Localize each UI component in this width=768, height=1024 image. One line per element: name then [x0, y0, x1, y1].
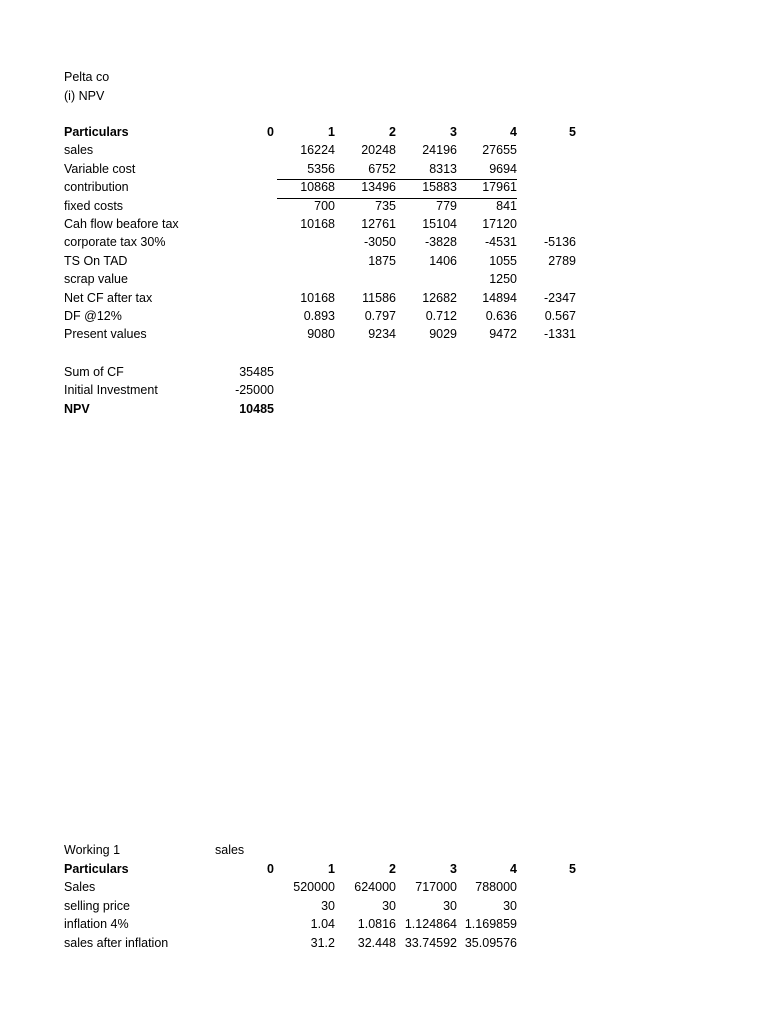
working-1-title: Working 1 — [64, 843, 121, 857]
working-1-row-label: sales after inflation — [64, 935, 169, 950]
npv-row-label: Net CF after tax — [64, 290, 153, 305]
npv-cell: 1055 — [489, 253, 517, 268]
npv-cell: 779 — [436, 198, 457, 213]
npv-cell: -5136 — [544, 235, 576, 250]
npv-label: NPV — [64, 402, 90, 416]
npv-header-label: Particulars — [64, 125, 129, 139]
npv-cell: 10168 — [300, 217, 335, 231]
working-1-cell: 33.74592 — [404, 935, 457, 950]
npv-cell: 0.636 — [485, 309, 517, 323]
working-1-subtitle: sales — [215, 843, 245, 857]
section-heading-npv: (i) NPV — [64, 89, 105, 103]
working-1-header-year-0: 0 — [267, 862, 274, 876]
working-1-cell: 1.04 — [310, 917, 335, 932]
npv-cell: 15883 — [422, 180, 457, 195]
npv-cell: 5356 — [307, 161, 335, 176]
npv-cell: 9472 — [489, 327, 517, 342]
npv-cell: 24196 — [422, 143, 457, 158]
npv-header-year-0: 0 — [267, 125, 274, 139]
working-1-header-label: Particulars — [64, 862, 129, 876]
npv-row-label: scrap value — [64, 272, 128, 287]
npv-cell: -3828 — [425, 235, 457, 250]
npv-row-label: TS On TAD — [64, 253, 128, 268]
npv-cell: 15104 — [422, 217, 457, 231]
npv-cell: 12761 — [361, 217, 396, 231]
npv-cell: 14894 — [482, 290, 517, 305]
npv-cell: 1250 — [489, 272, 517, 287]
working-1-header-year-1: 1 — [328, 862, 335, 876]
npv-cell: 10168 — [300, 290, 335, 305]
npv-cell: 1406 — [429, 253, 457, 268]
initial-investment-label: Initial Investment — [64, 383, 158, 397]
npv-row-label: Cah flow beafore tax — [64, 217, 179, 231]
npv-row-label: Present values — [64, 327, 147, 342]
npv-cell: 13496 — [361, 180, 396, 195]
npv-cell: -4531 — [485, 235, 517, 250]
working-1-cell: 35.09576 — [464, 935, 517, 950]
working-1-cell: 1.124864 — [404, 917, 457, 932]
npv-cell: -1331 — [544, 327, 576, 342]
working-1-cell: 717000 — [415, 880, 457, 895]
npv-cell: 700 — [314, 198, 335, 213]
npv-cell: 8313 — [429, 161, 457, 176]
working-1-cell: 30 — [321, 898, 335, 913]
npv-cell: 11586 — [362, 290, 396, 305]
working-1-row-label: Sales — [64, 880, 96, 895]
sum-of-cf-label: Sum of CF — [64, 365, 124, 379]
npv-cell: 12682 — [422, 290, 457, 305]
npv-cell: 841 — [496, 198, 517, 213]
contribution-bottom-rule — [277, 198, 517, 199]
working-1-cell: 520000 — [293, 880, 335, 895]
npv-cell: 27655 — [482, 143, 517, 158]
npv-row-label: DF @12% — [64, 309, 122, 323]
working-1-cell: 788000 — [475, 880, 517, 895]
working-1-row-label: selling price — [64, 898, 131, 913]
npv-header-year-3: 3 — [450, 125, 457, 139]
npv-cell: 20248 — [361, 143, 396, 158]
working-1-cell: 30 — [503, 898, 517, 913]
npv-cell: -2347 — [544, 290, 576, 305]
npv-cell: 0.712 — [425, 309, 457, 323]
npv-cell: 735 — [375, 198, 396, 213]
working-1-header-year-5: 5 — [569, 862, 576, 876]
working-1-header-year-3: 3 — [450, 862, 457, 876]
npv-row-label: corporate tax 30% — [64, 235, 166, 250]
working-1-header-year-2: 2 — [389, 862, 396, 876]
npv-header-year-4: 4 — [510, 125, 517, 139]
npv-cell: 6752 — [368, 161, 396, 176]
working-1-header-year-4: 4 — [510, 862, 517, 876]
npv-cell: 9080 — [307, 327, 335, 342]
working-1-cell: 1.0816 — [357, 917, 396, 932]
npv-cell: 1875 — [368, 253, 396, 268]
npv-cell: 2789 — [548, 253, 576, 268]
npv-cell: -3050 — [364, 235, 396, 250]
working-1-row-label: inflation 4% — [64, 917, 129, 932]
npv-cell: 0.797 — [364, 309, 396, 323]
npv-header-year-5: 5 — [569, 125, 576, 139]
working-1-cell: 32.448 — [357, 935, 396, 950]
working-1-cell: 1.169859 — [464, 917, 517, 932]
npv-cell: 0.567 — [544, 309, 576, 323]
working-1-cell: 30 — [443, 898, 457, 913]
working-1-cell: 30 — [382, 898, 396, 913]
npv-cell: 0.893 — [303, 309, 335, 323]
initial-investment-value: -25000 — [235, 383, 274, 397]
npv-row-label: contribution — [64, 180, 129, 195]
working-1-cell: 624000 — [354, 880, 396, 895]
npv-cell: 9694 — [489, 161, 517, 176]
npv-cell: 10868 — [300, 180, 335, 195]
npv-row-label: fixed costs — [64, 198, 124, 213]
npv-cell: 16224 — [300, 143, 335, 158]
document-title: Pelta co — [64, 70, 110, 84]
npv-value: 10485 — [239, 402, 274, 416]
npv-header-year-2: 2 — [389, 125, 396, 139]
npv-cell: 9234 — [368, 327, 396, 342]
npv-cell: 9029 — [429, 327, 457, 342]
sum-of-cf-value: 35485 — [239, 365, 274, 379]
npv-cell: 17961 — [482, 180, 517, 195]
working-1-cell: 31.2 — [310, 935, 335, 950]
npv-header-year-1: 1 — [328, 125, 335, 139]
npv-row-label: Variable cost — [64, 161, 136, 176]
contribution-top-rule — [277, 179, 517, 180]
npv-cell: 17120 — [482, 217, 517, 231]
npv-row-label: sales — [64, 143, 94, 158]
